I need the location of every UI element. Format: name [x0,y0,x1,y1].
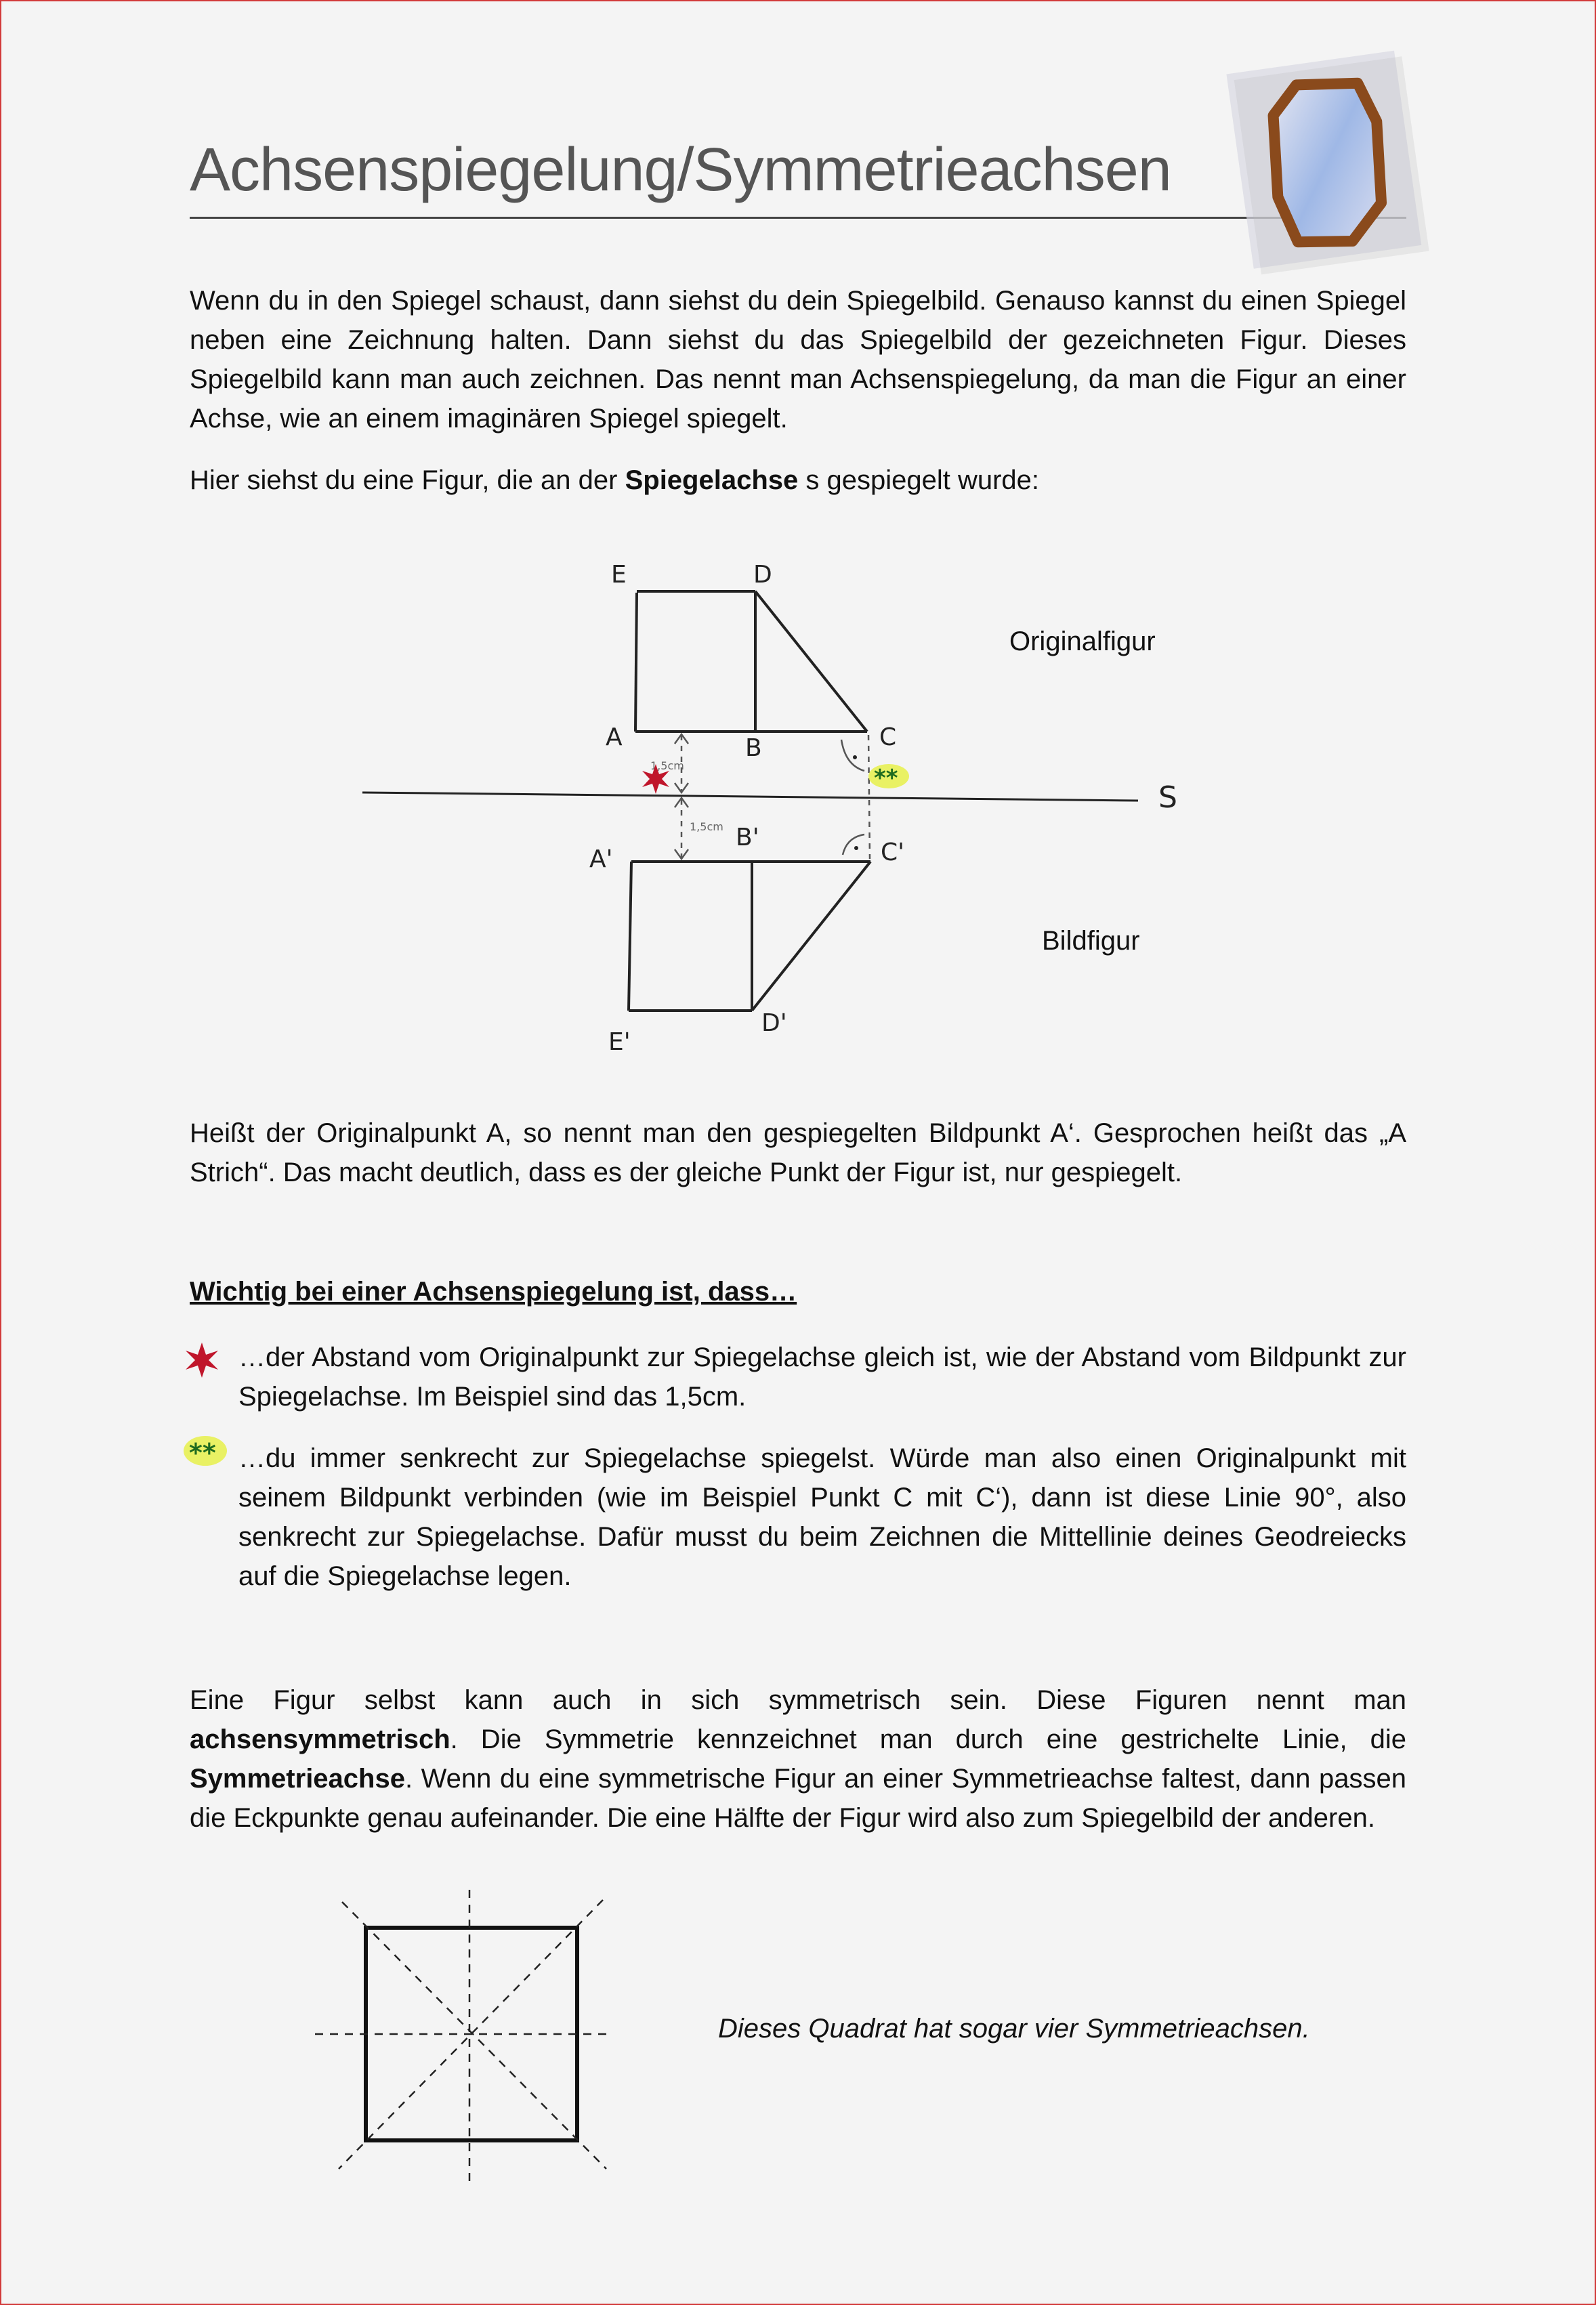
important-heading: Wichtig bei einer Achsenspiegelung ist, dass… [190,1277,797,1307]
red-star-icon [182,1340,222,1380]
figure-intro-before: Hier siehst du eine Figur, die an der [190,465,625,495]
symmetry-part3: . Wenn du eine symmetrische Figur an einer Symmetrieachse faltest, dann passen die Eckpunkte genau aufeinander. Die eine Hälfte der Figur wird also zum Spiegelbild der anderen. [190,1764,1406,1833]
square-caption: Dieses Quadrat hat sogar vier Symmetrieachsen. [718,2014,1310,2044]
point-label-c: C [879,723,897,751]
svg-text:**: ** [874,765,898,792]
symmetry-paragraph [190,1680,1406,1838]
crystal-logo-icon [1219,42,1437,283]
distance-label-bottom: 1,5cm [690,820,723,833]
distance-label-top: 1,5cm [650,759,684,772]
svg-text:**: ** [189,1438,216,1468]
symmetry-bold1: achsensymmetrisch [190,1725,450,1754]
strich-paragraph: Heißt der Originalpunkt A, so nennt man den gespiegelten Bildpunkt A‘. Gesprochen heißt das „A Strich“. Das macht deutlich, dass es der gleiche Punkt der Figur ist, nur gespiegelt. [190,1118,1406,1187]
figure-intro-after: s gespiegelt wurde: [798,465,1040,495]
point-label-b-prime: B' [736,824,759,851]
page-title: Achsenspiegelung/Symmetrieachsen [190,136,1171,204]
image-edge-ae [629,862,631,1011]
original-edge-dc [755,591,867,732]
point-label-c-prime: C' [881,839,905,866]
arrow-top-down [675,783,688,792]
title-divider [190,217,1406,219]
symmetry-part2: . Die Symmetrie kennzeichnet man durch eine gestrichelte Linie, die [450,1725,1406,1754]
point-label-a: A [606,723,623,751]
right-angle-dot-top [853,755,857,759]
symmetry-part1: Eine Figur selbst kann auch in sich symmetrisch sein. Diese Figuren nennt man [190,1685,1406,1715]
axis-label-s: S [1158,780,1177,815]
point-label-e-prime: E' [608,1028,631,1056]
right-angle-top [841,740,864,771]
green-star-marker [868,764,909,792]
point-label-d-prime: D' [761,1009,787,1037]
original-figure-label: Originalfigur [1009,627,1156,656]
symmetry-axis-diagonal-1 [342,1902,606,2169]
bullet-distance: …der Abstand vom Originalpunkt zur Spiegelachse gleich ist, wie der Abstand vom Bildpunkt zur Spiegelachse. Im Beispiel sind das 1,5cm. [238,1342,1406,1412]
square-symmetry-diagram [312,1890,616,2195]
original-edge-ea [635,593,637,732]
mirror-figure-diagram [352,542,1206,1077]
symmetry-bold2: Symmetrieachse [190,1764,405,1794]
figure-intro-bold: Spiegelachse [625,465,799,495]
point-label-b: B [745,734,762,762]
point-label-a-prime: A' [589,845,613,873]
bullet-perpendicular: …du immer senkrecht zur Spiegelachse spiegelst. Würde man also einen Originalpunkt mit seinem Bildpunkt verbinden (wie im Beispiel Punkt C mit C‘), dann ist diese Linie 90°, also senkrecht zur Spiegelachse. Dafür musst du beim Zeichnen die Mittellinie deines Geodreiecks auf die Spiegelachse legen. [238,1443,1406,1591]
right-angle-dot-bottom [854,846,858,850]
point-label-d: D [753,561,772,589]
intro-paragraph: Wenn du in den Spiegel schaust, dann siehst du dein Spiegelbild. Genauso kannst du einen Spiegel neben eine Zeichnung halten. Dann siehst du das Spiegelbild der gezeichneten Figur. Dieses Spiegelbild kann man auch zeichnen. Das nennt man Achsenspiegelung, da man die Figur an einer Achse, wie an einem imaginären Spiegel spiegelt. [190,286,1406,433]
figure-intro-line [190,461,1039,500]
green-star-icon [182,1431,229,1471]
image-edge-cd [752,862,870,1011]
image-figure-label: Bildfigur [1042,926,1140,956]
mirror-axis [362,792,1138,801]
right-angle-bottom [843,834,864,855]
point-label-e: E [611,561,627,589]
